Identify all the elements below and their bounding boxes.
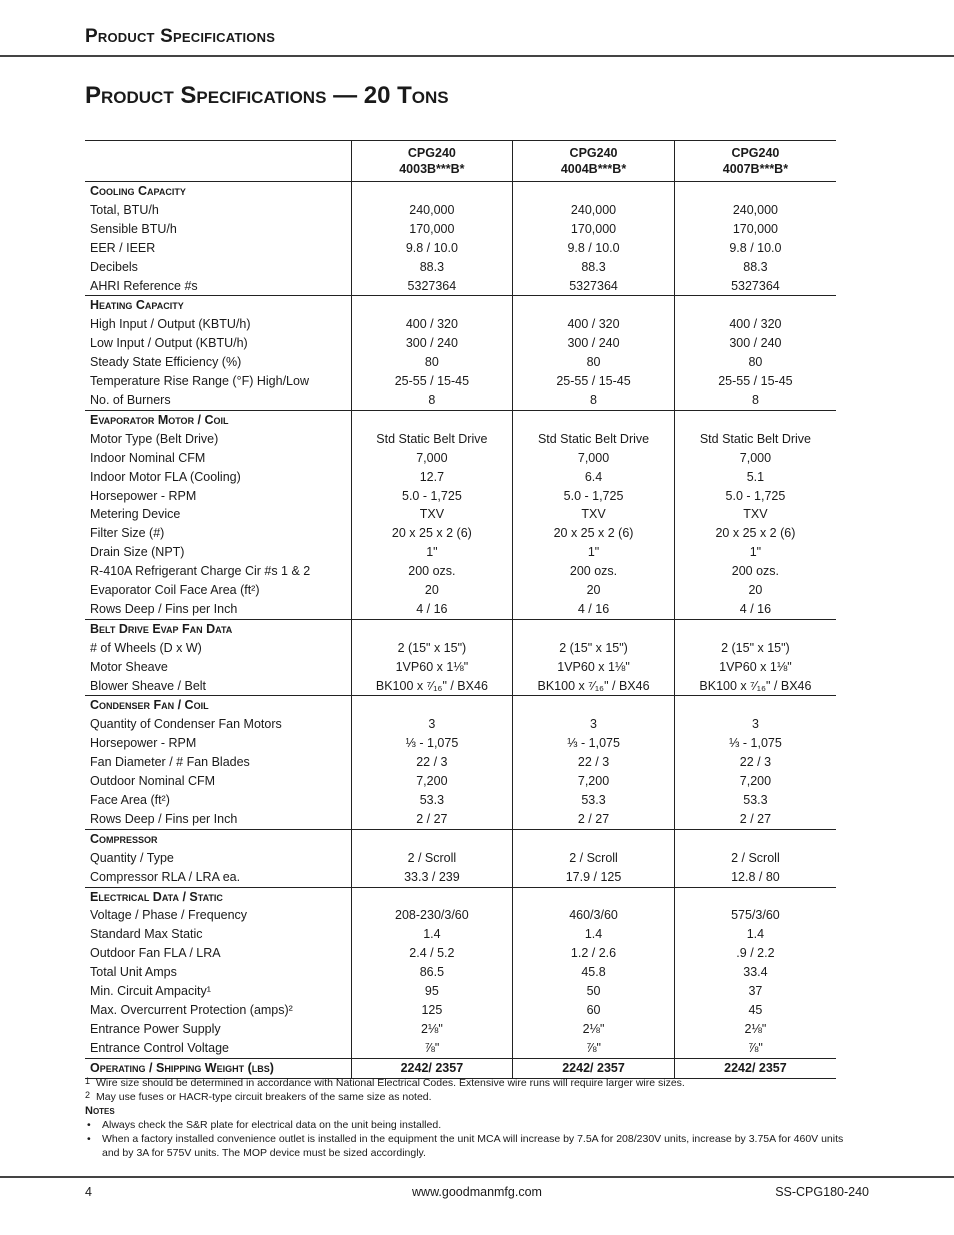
row-label: Indoor Nominal CFM	[85, 449, 351, 468]
row-value: 22 / 3	[674, 753, 836, 772]
row-value: BK100 x ⁷⁄₁₆" / BX46	[513, 677, 675, 696]
row-label: R-410A Refrigerant Charge Cir #s 1 & 2	[85, 562, 351, 581]
row-value: 20	[674, 581, 836, 600]
section-header-row	[85, 696, 836, 715]
row-value: 1.4	[513, 925, 675, 944]
section-header-row	[85, 887, 836, 906]
row-value: Std Static Belt Drive	[513, 430, 675, 449]
table-row	[85, 334, 836, 353]
row-value: 12.8 / 80	[674, 868, 836, 887]
row-value: 53.3	[351, 791, 513, 810]
row-label: Drain Size (NPT)	[85, 543, 351, 562]
table-row	[85, 372, 836, 391]
row-value: 200 ozs.	[513, 562, 675, 581]
footer-url: www.goodmanmfg.com	[412, 1185, 542, 1199]
row-value: TXV	[674, 505, 836, 524]
table-row	[85, 220, 836, 239]
row-label: Rows Deep / Fins per Inch	[85, 600, 351, 619]
row-value: 5.0 - 1,725	[674, 487, 836, 506]
row-value: 5327364	[351, 277, 513, 296]
row-label: Horsepower - RPM	[85, 487, 351, 506]
section-blank-cell	[674, 619, 836, 638]
row-label: Outdoor Fan FLA / LRA	[85, 944, 351, 963]
row-label: Motor Type (Belt Drive)	[85, 430, 351, 449]
model-line1: CPG240	[569, 146, 618, 160]
row-value: ⅞"	[674, 1039, 836, 1058]
row-value: 2⅛"	[351, 1020, 513, 1039]
row-value: ⅓ - 1,075	[513, 734, 675, 753]
row-value: 60	[513, 1001, 675, 1020]
row-label: # of Wheels (D x W)	[85, 639, 351, 658]
row-value: 170,000	[351, 220, 513, 239]
section-blank-cell	[351, 182, 513, 201]
section-title: Electrical Data / Static	[85, 887, 351, 906]
row-value: 3	[674, 715, 836, 734]
row-value: 3	[513, 715, 675, 734]
section-blank-cell	[513, 696, 675, 715]
row-value: 20	[351, 581, 513, 600]
row-value: 8	[513, 391, 675, 410]
row-value: 208-230/3/60	[351, 906, 513, 925]
row-value: 88.3	[513, 258, 675, 277]
row-value: 7,200	[351, 772, 513, 791]
spec-table-body	[85, 182, 836, 1079]
section-title: Evaporator Motor / Coil	[85, 410, 351, 429]
row-value: 200 ozs.	[351, 562, 513, 581]
table-row	[85, 391, 836, 410]
row-value: 7,200	[674, 772, 836, 791]
table-row	[85, 906, 836, 925]
section-title: Cooling Capacity	[85, 182, 351, 201]
row-value: 400 / 320	[513, 315, 675, 334]
row-value: 9.8 / 10.0	[513, 239, 675, 258]
table-row	[85, 677, 836, 696]
row-value: 2 / 27	[674, 810, 836, 829]
table-row	[85, 315, 836, 334]
model-line2: 4007B***B*	[722, 162, 789, 176]
row-value: 86.5	[351, 963, 513, 982]
row-label: Outdoor Nominal CFM	[85, 772, 351, 791]
row-value: 460/3/60	[513, 906, 675, 925]
row-label: Quantity of Condenser Fan Motors	[85, 715, 351, 734]
table-row	[85, 849, 836, 868]
section-title: Compressor	[85, 829, 351, 848]
row-value: 33.4	[674, 963, 836, 982]
row-value: .9 / 2.2	[674, 944, 836, 963]
table-row	[85, 543, 836, 562]
table-row	[85, 468, 836, 487]
note-text: When a factory installed convenience outlet is installed in the equipment the unit MCA will increase by 7.5A for 208/230V units, increase by 3.75A for 460V units and by 3A for 575V units. The MOP device must be sized accordingly.	[102, 1133, 844, 1159]
row-value: 95	[351, 982, 513, 1001]
row-value: 170,000	[674, 220, 836, 239]
section-blank-cell	[674, 829, 836, 848]
row-value: 22 / 3	[513, 753, 675, 772]
row-value: 20	[513, 581, 675, 600]
row-value: 1VP60 x 1⅛"	[513, 658, 675, 677]
row-value: 17.9 / 125	[513, 868, 675, 887]
model-line1: CPG240	[731, 146, 780, 160]
row-value: 300 / 240	[674, 334, 836, 353]
row-label: Low Input / Output (KBTU/h)	[85, 334, 351, 353]
section-title: Belt Drive Evap Fan Data	[85, 619, 351, 638]
section-blank-cell	[513, 619, 675, 638]
table-row	[85, 277, 836, 296]
row-value: ⅓ - 1,075	[351, 734, 513, 753]
weight-value: 2242/ 2357	[674, 1058, 836, 1078]
section-header-row	[85, 619, 836, 638]
row-value: ⅞"	[513, 1039, 675, 1058]
row-label: Blower Sheave / Belt	[85, 677, 351, 696]
row-label: Evaporator Coil Face Area (ft²)	[85, 581, 351, 600]
section-title: Heating Capacity	[85, 296, 351, 315]
row-value: Std Static Belt Drive	[351, 430, 513, 449]
row-value: 5.1	[674, 468, 836, 487]
row-label: Metering Device	[85, 505, 351, 524]
model-header-1	[513, 141, 675, 182]
note-item-2	[85, 1132, 845, 1160]
row-label: Max. Overcurrent Protection (amps)²	[85, 1001, 351, 1020]
row-label: High Input / Output (KBTU/h)	[85, 315, 351, 334]
row-value: TXV	[513, 505, 675, 524]
table-row	[85, 810, 836, 829]
row-label: Entrance Power Supply	[85, 1020, 351, 1039]
table-row	[85, 239, 836, 258]
row-value: 240,000	[674, 201, 836, 220]
row-value: 5.0 - 1,725	[513, 487, 675, 506]
table-row	[85, 658, 836, 677]
footnote-2	[85, 1090, 845, 1104]
row-value: 2 / 27	[513, 810, 675, 829]
row-value: 2⅛"	[674, 1020, 836, 1039]
table-row	[85, 1039, 836, 1058]
row-label: AHRI Reference #s	[85, 277, 351, 296]
table-row	[85, 581, 836, 600]
row-label: Voltage / Phase / Frequency	[85, 906, 351, 925]
row-value: 2 / 27	[351, 810, 513, 829]
row-value: 25-55 / 15-45	[513, 372, 675, 391]
row-value: 2 (15" x 15")	[513, 639, 675, 658]
row-value: 45.8	[513, 963, 675, 982]
section-blank-cell	[674, 696, 836, 715]
row-value: TXV	[351, 505, 513, 524]
table-row	[85, 868, 836, 887]
row-value: 53.3	[513, 791, 675, 810]
row-label: Horsepower - RPM	[85, 734, 351, 753]
notes-block	[85, 1076, 845, 1160]
row-label: No. of Burners	[85, 391, 351, 410]
model-line2: 4004B***B*	[560, 162, 627, 176]
footer-divider	[0, 1176, 954, 1178]
row-value: 2 (15" x 15")	[351, 639, 513, 658]
row-label: Fan Diameter / # Fan Blades	[85, 753, 351, 772]
section-blank-cell	[351, 829, 513, 848]
row-value: 1"	[674, 543, 836, 562]
section-blank-cell	[351, 887, 513, 906]
model-header-2	[674, 141, 836, 182]
table-row	[85, 734, 836, 753]
row-value: 7,000	[513, 449, 675, 468]
row-label: Rows Deep / Fins per Inch	[85, 810, 351, 829]
table-row	[85, 353, 836, 372]
footnote-1	[85, 1076, 845, 1090]
table-row	[85, 1020, 836, 1039]
section-blank-cell	[351, 410, 513, 429]
bullet-icon: •	[87, 1119, 91, 1131]
row-value: BK100 x ⁷⁄₁₆" / BX46	[674, 677, 836, 696]
row-value: 1"	[513, 543, 675, 562]
spec-table-header-row	[85, 141, 836, 182]
row-value: 1"	[351, 543, 513, 562]
row-value: 300 / 240	[351, 334, 513, 353]
row-value: 2 / Scroll	[674, 849, 836, 868]
row-label: Entrance Control Voltage	[85, 1039, 351, 1058]
row-value: 20 x 25 x 2 (6)	[351, 524, 513, 543]
row-value: 6.4	[513, 468, 675, 487]
row-value: 9.8 / 10.0	[674, 239, 836, 258]
row-value: 22 / 3	[351, 753, 513, 772]
row-value: 400 / 320	[674, 315, 836, 334]
table-row	[85, 449, 836, 468]
row-label: Sensible BTU/h	[85, 220, 351, 239]
footnote-text: May use fuses or HACR-type circuit breakers of the same size as noted.	[96, 1091, 432, 1103]
row-value: 45	[674, 1001, 836, 1020]
footer-doc-code: SS-CPG180-240	[775, 1185, 869, 1199]
footer-page-number: 4	[85, 1185, 92, 1199]
footnote-text: Wire size should be determined in accordance with National Electrical Codes. Extensive wire runs will require larger wire sizes.	[96, 1077, 685, 1089]
table-row	[85, 487, 836, 506]
row-value: 9.8 / 10.0	[351, 239, 513, 258]
row-label: Indoor Motor FLA (Cooling)	[85, 468, 351, 487]
section-header-row	[85, 829, 836, 848]
row-value: 125	[351, 1001, 513, 1020]
row-label: Total Unit Amps	[85, 963, 351, 982]
row-label: Steady State Efficiency (%)	[85, 353, 351, 372]
table-row	[85, 963, 836, 982]
row-value: 1VP60 x 1⅛"	[674, 658, 836, 677]
row-value: 7,000	[674, 449, 836, 468]
row-value: 4 / 16	[513, 600, 675, 619]
row-value: 240,000	[513, 201, 675, 220]
footnote-mark: 2	[85, 1090, 91, 1100]
row-value: 200 ozs.	[674, 562, 836, 581]
table-row	[85, 1001, 836, 1020]
row-value: 2.4 / 5.2	[351, 944, 513, 963]
row-value: BK100 x ⁷⁄₁₆" / BX46	[351, 677, 513, 696]
row-value: 3	[351, 715, 513, 734]
row-value: 4 / 16	[674, 600, 836, 619]
row-value: 8	[351, 391, 513, 410]
section-title: Condenser Fan / Coil	[85, 696, 351, 715]
page-title: Product Specifications — 20 Tons	[85, 82, 449, 109]
row-label: Face Area (ft²)	[85, 791, 351, 810]
table-row	[85, 772, 836, 791]
table-row	[85, 715, 836, 734]
row-value: 37	[674, 982, 836, 1001]
footnote-mark: 1	[85, 1076, 91, 1086]
table-row	[85, 791, 836, 810]
row-value: 80	[513, 353, 675, 372]
table-row	[85, 562, 836, 581]
table-row	[85, 753, 836, 772]
spec-table	[85, 140, 836, 1079]
row-value: 25-55 / 15-45	[674, 372, 836, 391]
row-label: Compressor RLA / LRA ea.	[85, 868, 351, 887]
row-value: 2⅛"	[513, 1020, 675, 1039]
section-header-row	[85, 410, 836, 429]
row-value: 2 (15" x 15")	[674, 639, 836, 658]
note-text: Always check the S&R plate for electrical data on the unit being installed.	[102, 1119, 442, 1131]
model-line2: 4003B***B*	[399, 162, 465, 176]
table-row	[85, 430, 836, 449]
row-value: 8	[674, 391, 836, 410]
row-value: 4 / 16	[351, 600, 513, 619]
section-blank-cell	[674, 296, 836, 315]
section-blank-cell	[513, 182, 675, 201]
row-value: 88.3	[674, 258, 836, 277]
row-value: 20 x 25 x 2 (6)	[674, 524, 836, 543]
header-title: Product Specifications	[85, 26, 276, 47]
row-value: 400 / 320	[351, 315, 513, 334]
row-label: Filter Size (#)	[85, 524, 351, 543]
table-row	[85, 600, 836, 619]
row-value: 53.3	[674, 791, 836, 810]
row-label: Standard Max Static	[85, 925, 351, 944]
row-label: Total, BTU/h	[85, 201, 351, 220]
row-label: Min. Circuit Ampacity¹	[85, 982, 351, 1001]
table-row	[85, 505, 836, 524]
row-value: 50	[513, 982, 675, 1001]
weight-value: 2242/ 2357	[513, 1058, 675, 1078]
table-row	[85, 524, 836, 543]
row-value: 170,000	[513, 220, 675, 239]
row-value: 1VP60 x 1⅛"	[351, 658, 513, 677]
row-value: 5327364	[513, 277, 675, 296]
weight-label: Operating / Shipping Weight (lbs)	[85, 1058, 351, 1078]
table-row	[85, 982, 836, 1001]
table-row	[85, 944, 836, 963]
header-divider	[0, 55, 954, 57]
section-blank-cell	[351, 619, 513, 638]
row-value: 12.7	[351, 468, 513, 487]
row-value: 1.2 / 2.6	[513, 944, 675, 963]
row-value: 240,000	[351, 201, 513, 220]
section-blank-cell	[351, 296, 513, 315]
header-blank-cell	[85, 141, 351, 182]
table-row	[85, 258, 836, 277]
section-blank-cell	[674, 887, 836, 906]
section-blank-cell	[674, 182, 836, 201]
row-value: 25-55 / 15-45	[351, 372, 513, 391]
section-blank-cell	[513, 887, 675, 906]
section-header-row	[85, 182, 836, 201]
notes-heading: Notes	[85, 1105, 115, 1117]
section-header-row	[85, 296, 836, 315]
row-value: 5.0 - 1,725	[351, 487, 513, 506]
row-value: 88.3	[351, 258, 513, 277]
model-header-0	[351, 141, 513, 182]
row-value: 80	[674, 353, 836, 372]
row-label: Quantity / Type	[85, 849, 351, 868]
row-value: 2 / Scroll	[513, 849, 675, 868]
weight-value: 2242/ 2357	[351, 1058, 513, 1078]
row-value: 1.4	[674, 925, 836, 944]
row-value: 33.3 / 239	[351, 868, 513, 887]
row-value: Std Static Belt Drive	[674, 430, 836, 449]
section-blank-cell	[513, 296, 675, 315]
section-blank-cell	[674, 410, 836, 429]
section-blank-cell	[513, 829, 675, 848]
row-value: 300 / 240	[513, 334, 675, 353]
table-row	[85, 201, 836, 220]
row-value: 5327364	[674, 277, 836, 296]
row-value: 7,200	[513, 772, 675, 791]
note-item-1	[85, 1118, 845, 1132]
row-value: 80	[351, 353, 513, 372]
row-label: EER / IEER	[85, 239, 351, 258]
row-label: Motor Sheave	[85, 658, 351, 677]
row-label: Temperature Rise Range (°F) High/Low	[85, 372, 351, 391]
section-blank-cell	[513, 410, 675, 429]
row-value: 1.4	[351, 925, 513, 944]
table-row	[85, 925, 836, 944]
row-value: ⅓ - 1,075	[674, 734, 836, 753]
row-value: 7,000	[351, 449, 513, 468]
row-value: 575/3/60	[674, 906, 836, 925]
model-line1: CPG240	[407, 146, 456, 160]
table-row	[85, 639, 836, 658]
row-value: ⅞"	[351, 1039, 513, 1058]
section-blank-cell	[351, 696, 513, 715]
row-value: 20 x 25 x 2 (6)	[513, 524, 675, 543]
bullet-icon: •	[87, 1133, 91, 1145]
row-label: Decibels	[85, 258, 351, 277]
row-value: 2 / Scroll	[351, 849, 513, 868]
